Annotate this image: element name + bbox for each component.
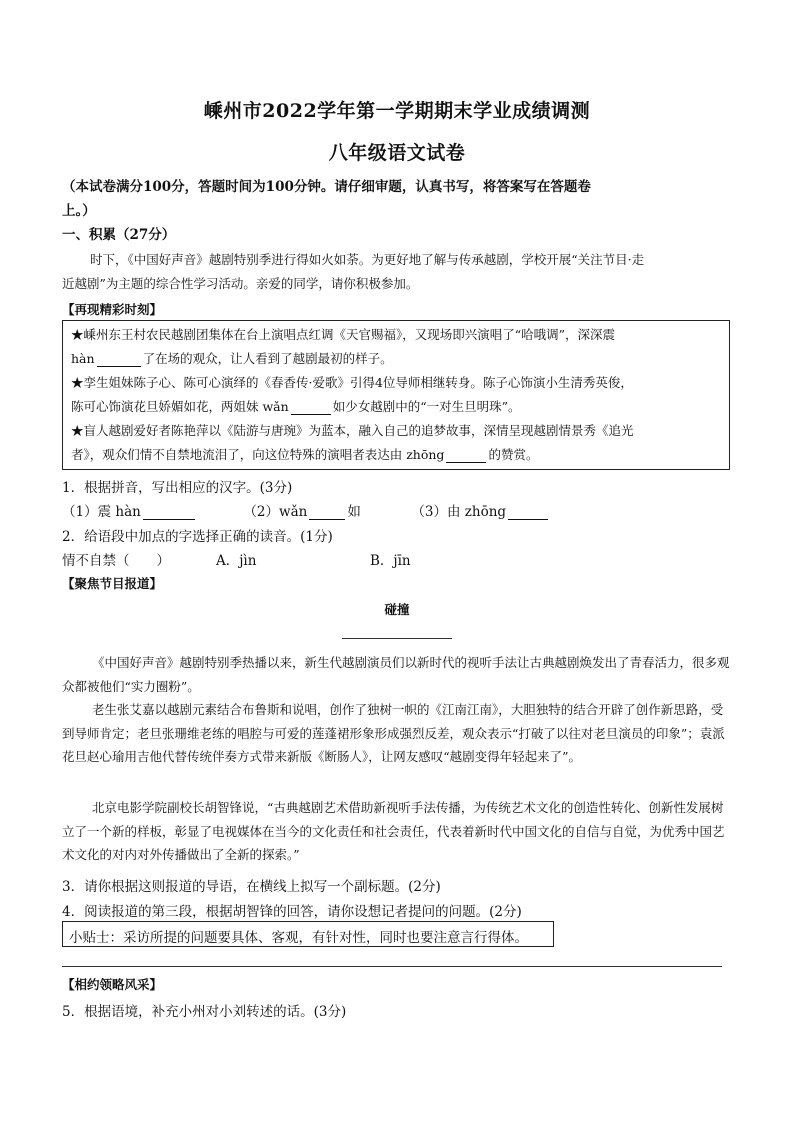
instructions-line1: （本试卷满分100分，答题时间为100分钟。请仔细审题，认真书写，将答案写在答题卷 bbox=[62, 179, 591, 195]
box-line4-text: 陈可心饰演花旦娇媚如花，两姐妹 wǎn bbox=[71, 399, 289, 414]
box-line6-text: 者》，观众们情不自禁地流泪了，向这位特殊的演唱者表达由 zhōng bbox=[71, 447, 445, 462]
q1-item1: （1）震 hàn bbox=[62, 504, 141, 520]
box-line2-text: 了在场的观众，让人看到了越剧最初的样子。 bbox=[142, 351, 393, 366]
part-c-heading: 【相约领略风采】 bbox=[62, 977, 163, 992]
q1-items bbox=[62, 500, 550, 520]
exam-subtitle: 八年级语文试卷 bbox=[328, 142, 466, 164]
subtitle-answer-line[interactable] bbox=[342, 638, 452, 639]
article-title: 碰撞 bbox=[384, 602, 410, 617]
q1-answer1[interactable] bbox=[143, 506, 195, 520]
q1-answer2[interactable] bbox=[309, 506, 345, 520]
q1-item2-tail: 如 bbox=[347, 504, 361, 520]
tip-box bbox=[62, 921, 554, 947]
box-line1: ★嵊州东王村农民越剧团集体在台上演唱点红调《天官赐福》，又现场即兴演唱了“哈哦调”，深深震 bbox=[71, 327, 616, 342]
article-para2: 老生张艾嘉以越剧元素结合布鲁斯和说唱，创作了独树一帜的《江南江南》，大胆独特的结合开辟了创作新思路，受到导师肯定；老旦张珊维老练的唱腔与可爱的莲蓬裙形象形成强烈反差，观众表示“打破了以往对老旦演员的印象”；袁派花旦赵心瑜用吉他代替传统伴奏方式带来新版《断肠人》，让网友感叹“越剧变得年轻起来了”。 bbox=[62, 702, 725, 764]
box-pinyin-han: hàn bbox=[71, 351, 95, 366]
q1-answer3[interactable] bbox=[508, 506, 548, 520]
q1-stem: 1．根据拼音，写出相应的汉字。(3分) bbox=[62, 480, 293, 496]
instructions-line2: 上。） bbox=[62, 203, 96, 219]
q4-stem: 4．阅读报道的第三段，根据胡智锋的回答，请你设想记者提问的问题。(2分) bbox=[62, 904, 522, 920]
part-b-heading: 【聚焦节目报道】 bbox=[62, 576, 163, 591]
blank-han[interactable] bbox=[97, 353, 141, 367]
box-line4-tail: 如少女越剧中的“一对生旦明珠”。 bbox=[332, 399, 521, 414]
section1-intro-line1: 时下，《中国好声音》越剧特别季进行得如火如荼。为更好地了解与传承越剧，学校开展“关注节目·走 bbox=[90, 252, 645, 267]
box-line6 bbox=[71, 445, 538, 463]
q1-item3: （3）由 zhōng bbox=[411, 504, 507, 520]
blank-wan[interactable] bbox=[291, 401, 331, 415]
box-line6-tail: 的赞赏。 bbox=[488, 447, 539, 462]
article-para1: 《中国好声音》越剧特别季热播以来，新生代越剧演员们以新时代的视听手法让古典越剧焕发出了青春活力，很多观众都被他们“实力圈粉”。 bbox=[62, 655, 730, 694]
tip-text: 小贴士：采访所提的问题要具体、客观，有针对性，同时也要注意言行得体。 bbox=[69, 930, 528, 946]
box-line4 bbox=[71, 397, 520, 415]
q1-item2: （2）wǎn bbox=[243, 504, 308, 520]
section1-heading: 一、积累（27分） bbox=[62, 227, 176, 243]
q2-stem: 2．给语段中加点的字选择正确的读音。(1分) bbox=[62, 529, 333, 545]
q5-stem: 5．根据语境，补充小州对小刘转述的话。(3分) bbox=[62, 1004, 347, 1020]
q2-option-b[interactable]: B．jīn bbox=[370, 553, 411, 569]
part-a-heading: 【再现精彩时刻】 bbox=[62, 302, 163, 317]
box-line5: ★盲人越剧爱好者陈艳萍以《陆游与唐琬》为蓝本，融入自己的追梦故事，深情呈现越剧情景秀《追光 bbox=[71, 423, 634, 438]
exam-title: 嵊州市2022学年第一学期期末学业成绩调测 bbox=[203, 100, 591, 122]
section1-intro-line2: 近越剧”为主题的综合性学习活动。亲爱的同学，请你积极参加。 bbox=[62, 276, 419, 291]
box-line3: ★孪生姐妹陈子心、陈可心演绎的《春香传·爱歌》引得4位导师相继转身。陈子心饰演小生清秀英俊， bbox=[71, 375, 633, 390]
blank-zhong[interactable] bbox=[446, 449, 486, 463]
q3-stem: 3．请你根据这则报道的导语，在横线上拟写一个副标题。(2分) bbox=[62, 879, 441, 895]
box-line2 bbox=[71, 349, 393, 367]
article-para3: 北京电影学院副校长胡智锋说，“古典越剧艺术借助新视听手法传播，为传统艺术文化的创造性转化、创新性发展树立了一个新的样板，彰显了电视媒体在当今的文化责任和社会责任，代表着新时代中国文化的自信与自觉，为优秀中国艺术文化的对内对外传播做出了全新的探索。” bbox=[62, 800, 725, 862]
section-divider bbox=[62, 966, 722, 967]
q2-word: 情不自禁（ ） bbox=[62, 553, 170, 569]
highlight-box bbox=[62, 320, 730, 470]
q2-option-a[interactable]: A．jìn bbox=[216, 553, 257, 569]
